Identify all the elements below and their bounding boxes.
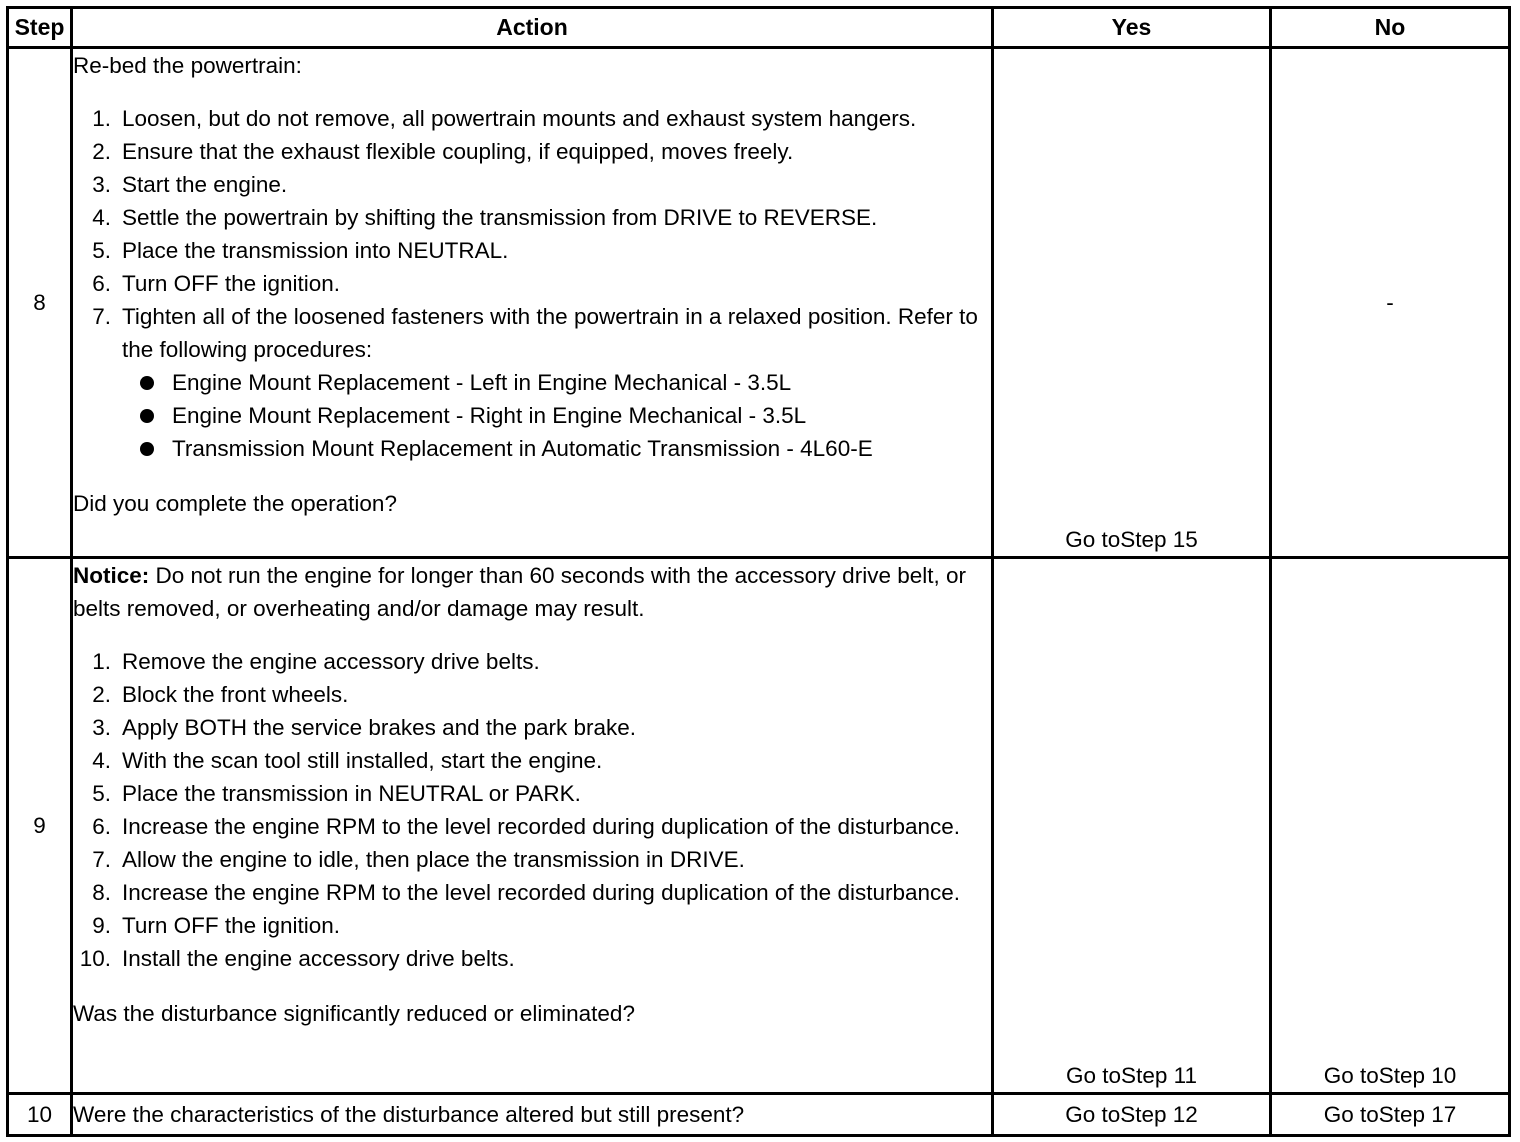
header-no: No: [1271, 8, 1510, 48]
list-item: 3. Start the engine.: [92, 172, 288, 197]
step-number: 10: [8, 1094, 72, 1136]
diagnostic-table: [6, 6, 1511, 1137]
notice-text: Notice: Do not run the engine for longer than 60 seconds with the accessory drive belt, or belts removed, or overheating and/or damage may result.: [73, 563, 966, 621]
list-item: 5. Place the transmission in NEUTRAL or PARK.: [92, 781, 581, 806]
list-item: 3. Apply BOTH the service brakes and the park brake.: [92, 715, 636, 740]
bullet-icon: [140, 442, 154, 456]
question-text: Did you complete the operation?: [73, 491, 397, 516]
procedure-list: [73, 102, 991, 465]
procedure-list: [73, 645, 991, 975]
question-text: Were the characteristics of the disturbance altered but still present?: [72, 1094, 993, 1136]
action-cell: [72, 48, 993, 558]
list-item: 1. Loosen, but do not remove, all powertrain mounts and exhaust system hangers.: [92, 106, 917, 131]
list-item: 7. Allow the engine to idle, then place the transmission in DRIVE.: [92, 847, 745, 872]
list-item: 2. Ensure that the exhaust flexible coupling, if equipped, moves freely.: [92, 139, 794, 164]
bullet-icon: [140, 376, 154, 390]
header-row: [8, 8, 1510, 48]
header-yes: Yes: [993, 8, 1271, 48]
action-cell: [72, 558, 993, 1094]
procedure-links: [122, 366, 991, 465]
yes-result: Go toStep 12: [993, 1094, 1271, 1136]
list-item: 7. Tighten all of the loosened fasteners with the powertrain in a relaxed position. Refer to the following procedures: Engine Mount Replacement - Left in Engine Mechanical - 3.5L Engine Mount Replacement - Right in Engine Mechanical - 3.5L Transmission Mount Replacement in Automatic Transmission - 4L60-E: [73, 300, 991, 465]
header-step: Step: [8, 8, 72, 48]
table-row-step-8: [8, 48, 1510, 558]
bullet-icon: [140, 409, 154, 423]
list-item: 2. Block the front wheels.: [92, 682, 349, 707]
bullet-item: Transmission Mount Replacement in Automatic Transmission - 4L60-E: [122, 432, 991, 465]
list-item: 10. Install the engine accessory drive belts.: [79, 946, 515, 971]
list-item: 6. Turn OFF the ignition.: [92, 271, 341, 296]
list-item: 6. Increase the engine RPM to the level recorded during duplication of the disturbance.: [92, 814, 961, 839]
no-result: Go toStep 17: [1271, 1094, 1510, 1136]
list-item: 5. Place the transmission into NEUTRAL.: [92, 238, 509, 263]
table-row-step-10: [8, 1094, 1510, 1136]
bullet-item: Engine Mount Replacement - Left in Engine Mechanical - 3.5L: [122, 366, 991, 399]
list-item: 1. Remove the engine accessory drive belts.: [92, 649, 540, 674]
list-item: 4. Settle the powertrain by shifting the transmission from DRIVE to REVERSE.: [92, 205, 878, 230]
procedure-document: [6, 6, 1508, 1136]
step-number: 9: [8, 558, 72, 1094]
yes-result: Go toStep 11: [993, 558, 1271, 1094]
table-row-step-9: [8, 558, 1510, 1094]
list-item: 8. Increase the engine RPM to the level recorded during duplication of the disturbance.: [92, 880, 961, 905]
step-number: 8: [8, 48, 72, 558]
no-result: -: [1271, 48, 1510, 558]
notice-label: Notice:: [73, 563, 150, 588]
list-item: 4. With the scan tool still installed, start the engine.: [92, 748, 603, 773]
header-action: Action: [72, 8, 993, 48]
no-result: Go toStep 10: [1271, 558, 1510, 1094]
list-item: 9. Turn OFF the ignition.: [92, 913, 341, 938]
question-text: Was the disturbance significantly reduced or eliminated?: [73, 1001, 635, 1026]
yes-result: Go toStep 15: [993, 48, 1271, 558]
intro-text: Re-bed the powertrain:: [73, 53, 302, 78]
bullet-item: Engine Mount Replacement - Right in Engine Mechanical - 3.5L: [122, 399, 991, 432]
